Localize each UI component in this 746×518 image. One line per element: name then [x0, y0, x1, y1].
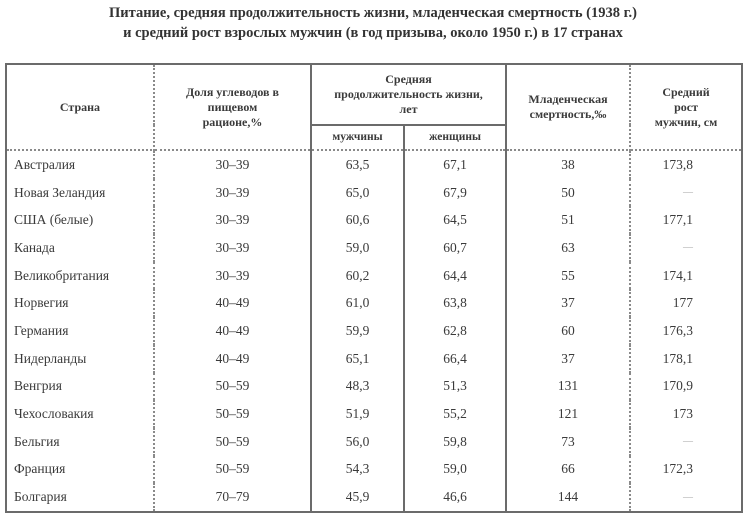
cell-women: 67,1: [404, 150, 506, 179]
cell-country: Венгрия: [6, 373, 154, 401]
cell-country: Германия: [6, 317, 154, 345]
cell-country: Франция: [6, 456, 154, 484]
cell-height: 173,8: [630, 150, 742, 179]
cell-height: —: [630, 483, 742, 512]
table-row: [6, 428, 742, 456]
cell-height: 173: [630, 400, 742, 428]
cell-height: —: [630, 234, 742, 262]
cell-infant: 66: [506, 456, 630, 484]
cell-men: 60,2: [311, 262, 404, 290]
table-row: [6, 179, 742, 207]
header-country: Страна: [6, 64, 154, 150]
cell-men: 56,0: [311, 428, 404, 456]
cell-height: 170,9: [630, 373, 742, 401]
table-row: [6, 373, 742, 401]
cell-infant: 38: [506, 150, 630, 179]
cell-infant: 37: [506, 289, 630, 317]
cell-infant: 63: [506, 234, 630, 262]
cell-country: Бельгия: [6, 428, 154, 456]
cell-height: 177,1: [630, 206, 742, 234]
header-life-expectancy: Средняя продолжительность жизни, лет: [311, 64, 506, 125]
cell-height: —: [630, 428, 742, 456]
table-row: [6, 206, 742, 234]
header-women: женщины: [404, 125, 506, 150]
table-row: [6, 317, 742, 345]
cell-country: Чехословакия: [6, 400, 154, 428]
table-row: [6, 483, 742, 512]
cell-height: 176,3: [630, 317, 742, 345]
cell-men: 45,9: [311, 483, 404, 512]
cell-infant: 60: [506, 317, 630, 345]
cell-carbs: 40–49: [154, 289, 311, 317]
title-line-1: Питание, средняя продолжительность жизни, младенческая смертность (1938 г.): [109, 5, 637, 21]
cell-infant: 121: [506, 400, 630, 428]
cell-country: Нидерланды: [6, 345, 154, 373]
cell-height: 174,1: [630, 262, 742, 290]
cell-infant: 73: [506, 428, 630, 456]
cell-country: Австралия: [6, 150, 154, 179]
table-row: [6, 456, 742, 484]
cell-women: 59,8: [404, 428, 506, 456]
cell-women: 51,3: [404, 373, 506, 401]
cell-women: 59,0: [404, 456, 506, 484]
cell-infant: 51: [506, 206, 630, 234]
cell-men: 59,0: [311, 234, 404, 262]
cell-height: —: [630, 179, 742, 207]
cell-infant: 55: [506, 262, 630, 290]
cell-men: 60,6: [311, 206, 404, 234]
cell-carbs: 50–59: [154, 400, 311, 428]
cell-women: 66,4: [404, 345, 506, 373]
title-line-2: и средний рост взрослых мужчин (в год призыва, около 1950 г.) в 17 странах: [123, 25, 623, 41]
cell-men: 48,3: [311, 373, 404, 401]
cell-infant: 144: [506, 483, 630, 512]
table-title: [0, 3, 746, 43]
cell-carbs: 30–39: [154, 179, 311, 207]
header-carbs: Доля углеводов в пищевом рационе,%: [154, 64, 311, 150]
header-infant-mortality: Младенческая смертность,‰: [506, 64, 630, 150]
header-height: Средний рост мужчин, см: [630, 64, 742, 150]
cell-carbs: 50–59: [154, 373, 311, 401]
cell-carbs: 50–59: [154, 428, 311, 456]
cell-carbs: 40–49: [154, 345, 311, 373]
cell-men: 61,0: [311, 289, 404, 317]
table-row: [6, 400, 742, 428]
cell-women: 63,8: [404, 289, 506, 317]
table-row: [6, 150, 742, 179]
cell-men: 54,3: [311, 456, 404, 484]
cell-men: 65,0: [311, 179, 404, 207]
cell-men: 63,5: [311, 150, 404, 179]
cell-height: 172,3: [630, 456, 742, 484]
cell-country: США (белые): [6, 206, 154, 234]
cell-women: 64,4: [404, 262, 506, 290]
data-table: [5, 63, 743, 513]
cell-women: 64,5: [404, 206, 506, 234]
cell-carbs: 50–59: [154, 456, 311, 484]
header-men: мужчины: [311, 125, 404, 150]
cell-women: 55,2: [404, 400, 506, 428]
cell-country: Новая Зеландия: [6, 179, 154, 207]
table-row: [6, 289, 742, 317]
cell-carbs: 30–39: [154, 206, 311, 234]
cell-carbs: 30–39: [154, 262, 311, 290]
cell-women: 62,8: [404, 317, 506, 345]
table-row: [6, 262, 742, 290]
cell-carbs: 30–39: [154, 234, 311, 262]
cell-infant: 37: [506, 345, 630, 373]
cell-infant: 50: [506, 179, 630, 207]
cell-country: Канада: [6, 234, 154, 262]
cell-height: 178,1: [630, 345, 742, 373]
cell-country: Норвегия: [6, 289, 154, 317]
cell-carbs: 30–39: [154, 150, 311, 179]
cell-carbs: 70–79: [154, 483, 311, 512]
cell-men: 65,1: [311, 345, 404, 373]
cell-country: Болгария: [6, 483, 154, 512]
cell-infant: 131: [506, 373, 630, 401]
cell-men: 51,9: [311, 400, 404, 428]
table-row: [6, 234, 742, 262]
table-row: [6, 345, 742, 373]
cell-men: 59,9: [311, 317, 404, 345]
cell-women: 46,6: [404, 483, 506, 512]
cell-country: Великобритания: [6, 262, 154, 290]
cell-women: 67,9: [404, 179, 506, 207]
cell-carbs: 40–49: [154, 317, 311, 345]
cell-women: 60,7: [404, 234, 506, 262]
cell-height: 177: [630, 289, 742, 317]
